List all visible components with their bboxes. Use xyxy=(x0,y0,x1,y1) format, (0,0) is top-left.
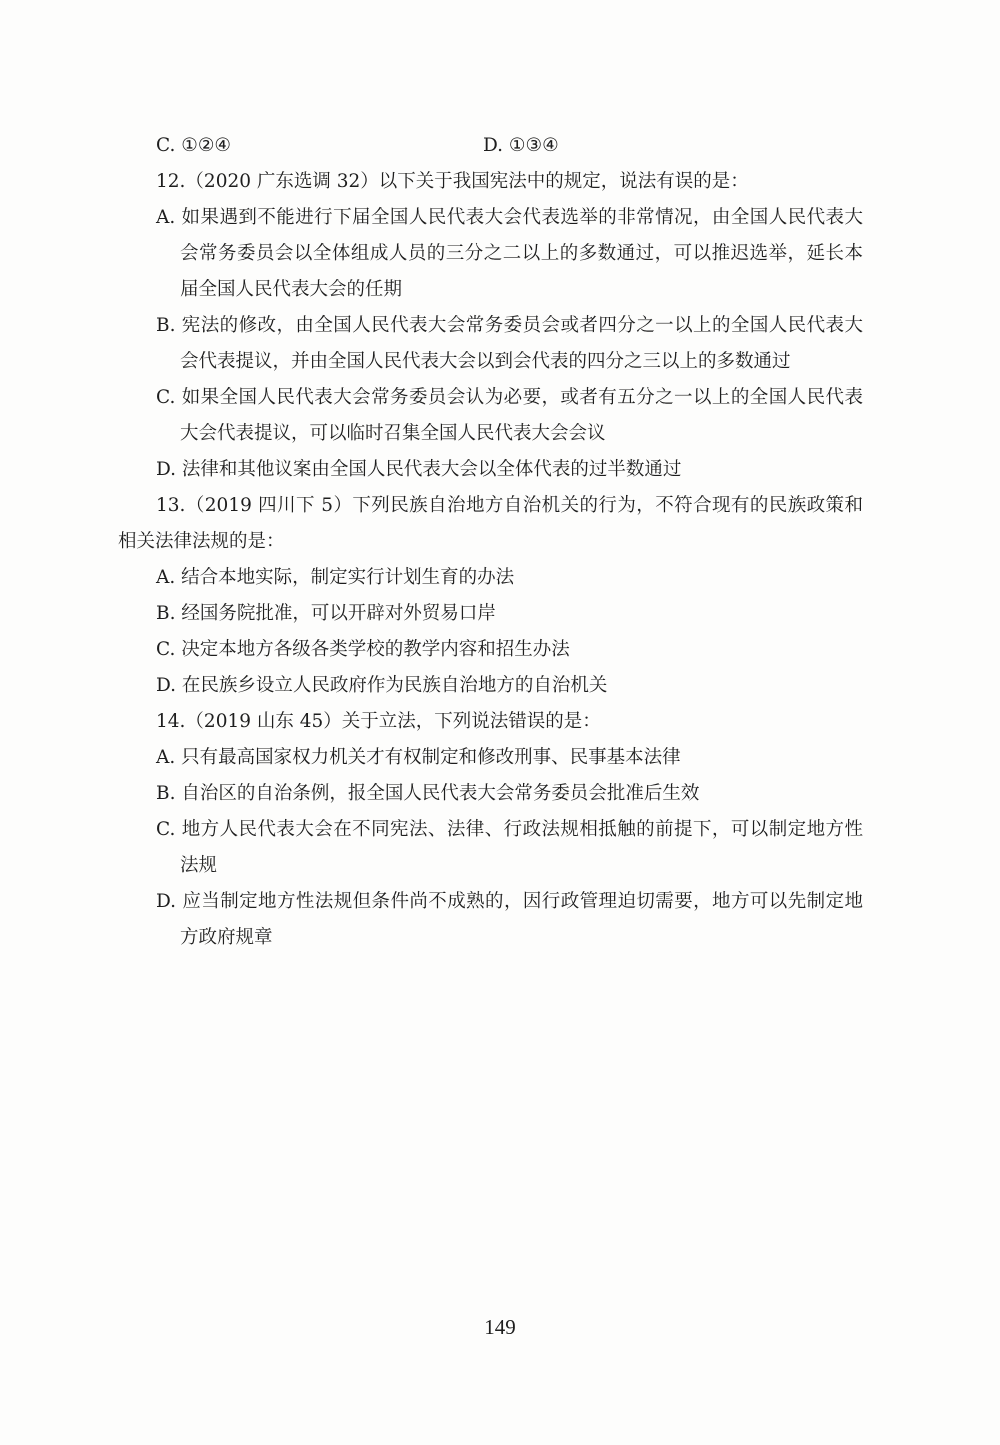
carryover-options xyxy=(118,128,863,164)
option-d-carryover: D. ①③④ xyxy=(483,135,559,156)
option-c-carryover: C. ①②④ xyxy=(156,135,232,156)
option-d: D. 法律和其他议案由全国人民代表大会以全体代表的过半数通过 xyxy=(156,459,682,480)
option-b: B. 宪法的修改，由全国人民代表大会常务委员会或者四分之一以上的全国人民代表大会代表提议，并由全国人民代表大会以到会代表的四分之三以上的多数通过 xyxy=(156,315,863,372)
question-stem: 14.（2019 山东 45）关于立法，下列说法错误的是： xyxy=(156,711,601,732)
question-12 xyxy=(118,164,863,488)
option-a: A. 如果遇到不能进行下届全国人民代表大会代表选举的非常情况，由全国人民代表大会常务委员会以全体组成人员的三分之二以上的多数通过，可以推迟选举，延长本届全国人民代表大会的任期 xyxy=(156,207,863,300)
option-d: D. 应当制定地方性法规但条件尚不成熟的，因行政管理迫切需要，地方可以先制定地方政府规章 xyxy=(156,891,863,948)
page-number: 149 xyxy=(484,1315,516,1339)
option-c: C. 地方人民代表大会在不同宪法、法律、行政法规相抵触的前提下，可以制定地方性法规 xyxy=(156,819,863,876)
option-b: B. 自治区的自治条例，报全国人民代表大会常务委员会批准后生效 xyxy=(156,783,700,804)
option-c: C. 决定本地方各级各类学校的教学内容和招生办法 xyxy=(156,639,570,660)
question-14 xyxy=(118,704,863,956)
question-stem: 12.（2020 广东选调 32）以下关于我国宪法中的规定，说法有误的是： xyxy=(156,171,749,192)
question-stem: 13.（2019 四川下 5）下列民族自治地方自治机关的行为，不符合现有的民族政策和相关法律法规的是： xyxy=(118,495,863,552)
option-c: C. 如果全国人民代表大会常务委员会认为必要，或者有五分之一以上的全国人民代表大会代表提议，可以临时召集全国人民代表大会会议 xyxy=(156,387,863,444)
option-d: D. 在民族乡设立人民政府作为民族自治地方的自治机关 xyxy=(156,675,608,696)
page-content xyxy=(118,128,863,956)
option-a: A. 只有最高国家权力机关才有权制定和修改刑事、民事基本法律 xyxy=(156,747,681,768)
question-13 xyxy=(118,488,863,704)
option-a: A. 结合本地实际，制定实行计划生育的办法 xyxy=(156,567,515,588)
option-b: B. 经国务院批准，可以开辟对外贸易口岸 xyxy=(156,603,496,624)
